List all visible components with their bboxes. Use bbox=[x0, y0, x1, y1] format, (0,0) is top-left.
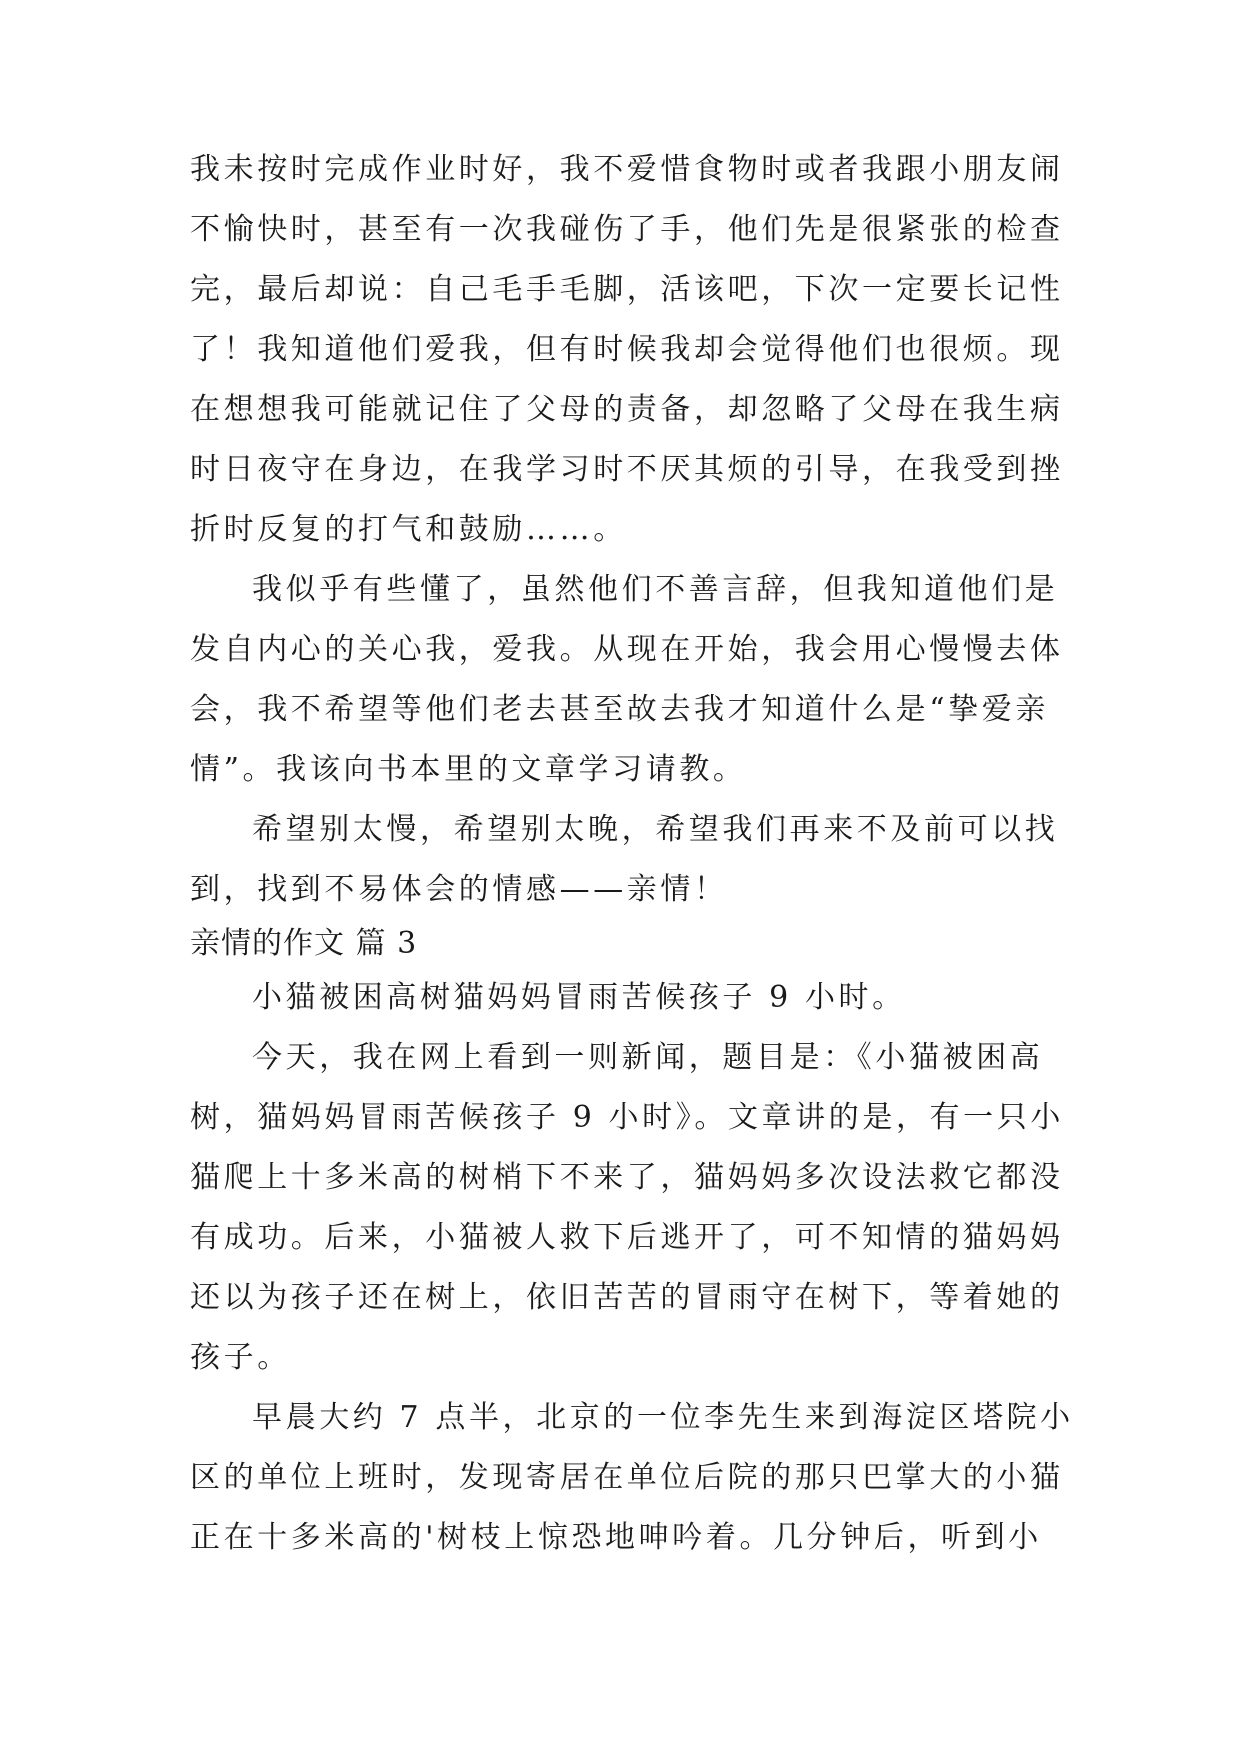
paragraph-line: 有成功。后来，小猫被人救下后逃开了，可不知情的猫妈妈 bbox=[190, 1220, 1064, 1255]
paragraph-line: 折时反复的打气和鼓励……。 bbox=[190, 512, 627, 547]
section-heading: 亲情的作文 篇 3 bbox=[190, 926, 418, 961]
paragraph-line: 完，最后却说：自己毛手毛脚，活该吧，下次一定要长记性 bbox=[190, 272, 1064, 307]
paragraph-line: 区的单位上班时，发现寄居在单位后院的那只巴掌大的小猫 bbox=[190, 1460, 1064, 1495]
paragraph-line: 情”。我该向书本里的文章学习请教。 bbox=[190, 752, 747, 787]
paragraph-line: 小猫被困高树猫妈妈冒雨苦候孩子 9 小时。 bbox=[252, 980, 906, 1015]
paragraph-line: 时日夜守在身边，在我学习时不厌其烦的引导，在我受到挫 bbox=[190, 452, 1064, 487]
paragraph-line: 了！我知道他们爱我，但有时候我却会觉得他们也很烦。现 bbox=[190, 332, 1064, 367]
paragraph-line: 树，猫妈妈冒雨苦候孩子 9 小时》。文章讲的是，有一只小 bbox=[190, 1100, 1064, 1135]
paragraph-line: 猫爬上十多米高的树梢下不来了，猫妈妈多次设法救它都没 bbox=[190, 1160, 1064, 1195]
paragraph-line: 正在十多米高的'树枝上惊恐地呻吟着。几分钟后，听到小 bbox=[190, 1520, 1042, 1555]
paragraph-line: 今天，我在网上看到一则新闻，题目是：《小猫被困高 bbox=[252, 1040, 1044, 1075]
paragraph-line: 希望别太慢，希望别太晚，希望我们再来不及前可以找 bbox=[252, 812, 1059, 847]
paragraph-line: 早晨大约 7 点半，北京的一位李先生来到海淀区塔院小 bbox=[252, 1400, 1074, 1435]
paragraph-line: 还以为孩子还在树上，依旧苦苦的冒雨守在树下，等着她的 bbox=[190, 1280, 1064, 1315]
paragraph-line: 我似乎有些懂了，虽然他们不善言辞，但我知道他们是 bbox=[252, 572, 1059, 607]
paragraph-line: 会，我不希望等他们老去甚至故去我才知道什么是“挚爱亲 bbox=[190, 692, 1049, 727]
paragraph-line: 不愉快时，甚至有一次我碰伤了手，他们先是很紧张的检查 bbox=[190, 212, 1064, 247]
paragraph-line: 在想想我可能就记住了父母的责备，却忽略了父母在我生病 bbox=[190, 392, 1064, 427]
paragraph-line: 孩子。 bbox=[190, 1340, 291, 1375]
paragraph-line: 发自内心的关心我，爱我。从现在开始，我会用心慢慢去体 bbox=[190, 632, 1064, 667]
paragraph-line: 到，找到不易体会的情感——亲情！ bbox=[190, 872, 728, 907]
paragraph-line: 我未按时完成作业时好，我不爱惜食物时或者我跟小朋友闹 bbox=[190, 152, 1064, 187]
